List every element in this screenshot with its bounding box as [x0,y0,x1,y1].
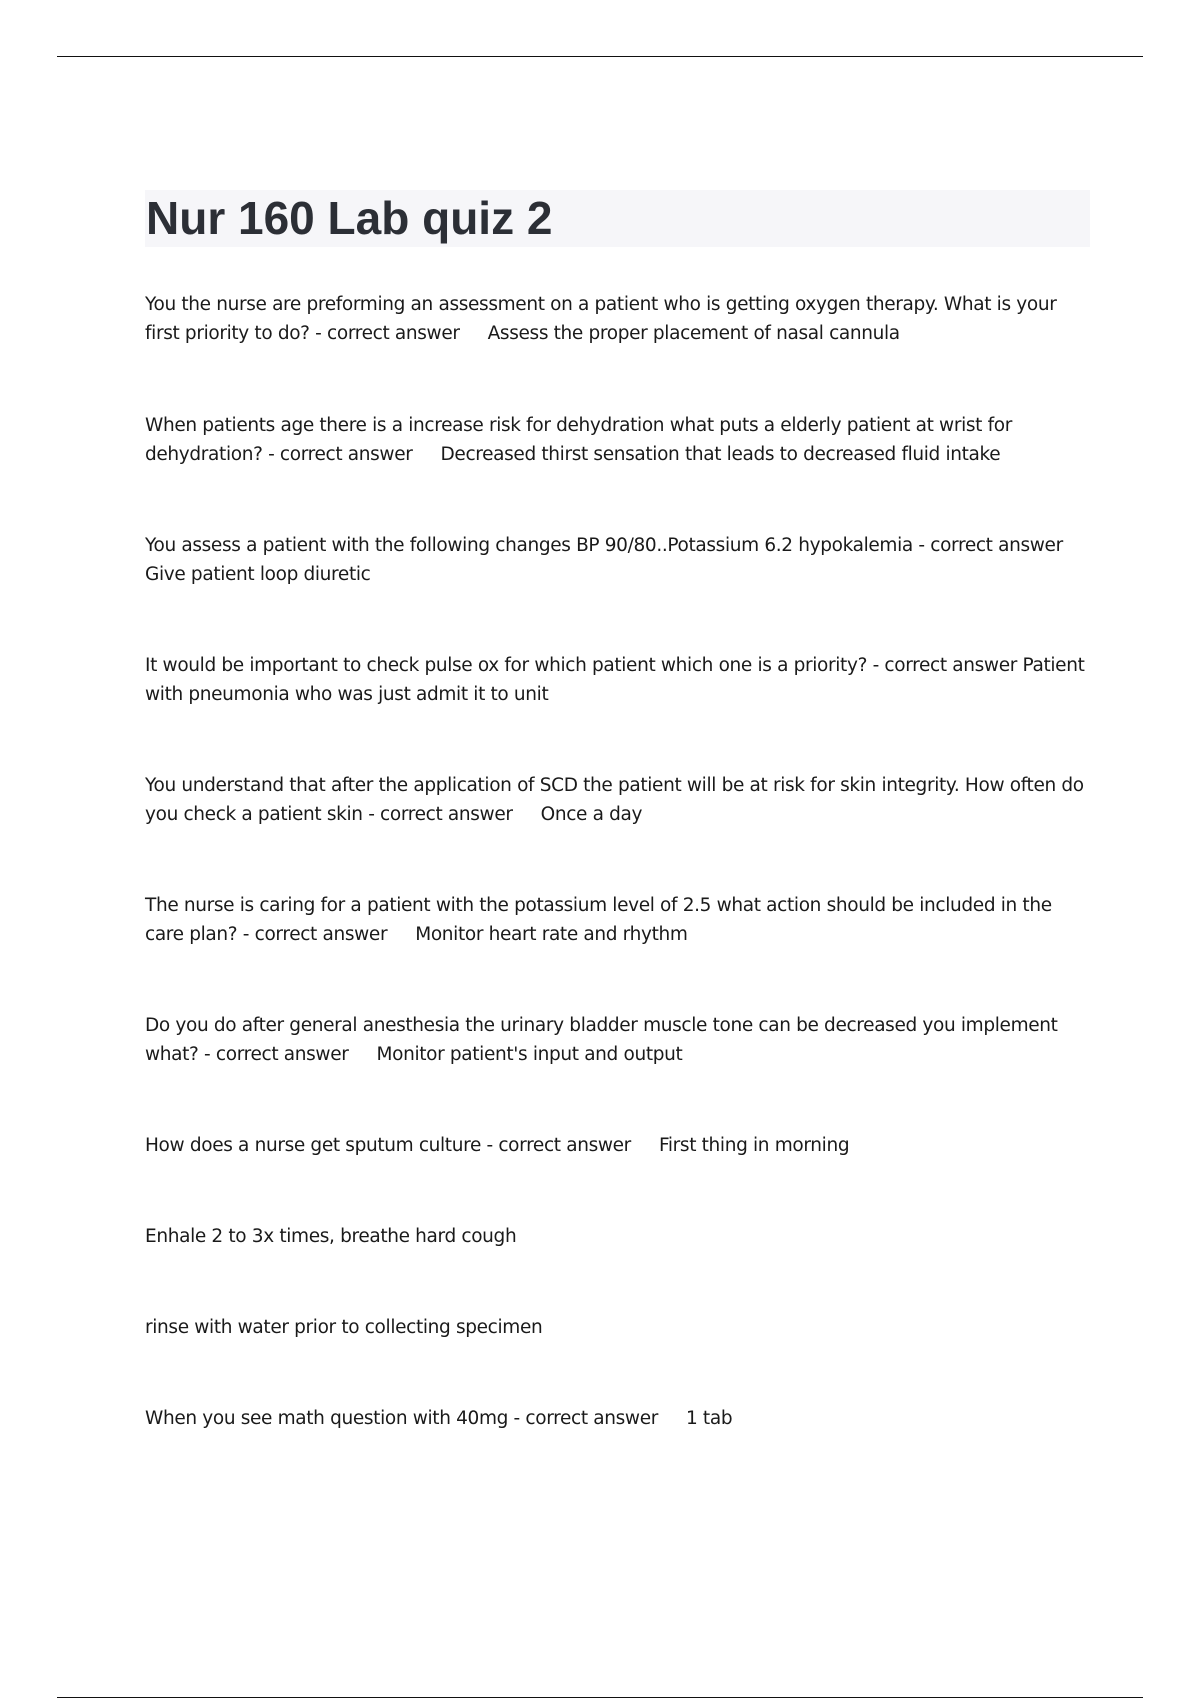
qa-item [145,1313,1090,1342]
question-text: When you see math question with 40mg - correct answer [145,1408,658,1429]
qa-item [145,411,1090,469]
answer-text: Assess the proper placement of nasal cannula [487,323,900,344]
qa-item [145,1131,1090,1160]
footer-rule [57,1697,1143,1698]
note-text: Enhale 2 to 3x times, breathe hard cough [145,1226,517,1247]
answer-text: Decreased thirst sensation that leads to decreased fluid intake [440,444,1001,465]
qa-item [145,891,1090,949]
question-text: You understand that after the application of SCD the patient will be at risk for skin integrity. How often do you check a patient skin - correct answer [145,775,1084,825]
qa-item [145,531,1090,589]
question-text: You assess a patient with the following changes BP 90/80..Potassium 6.2 hypokalemia - correct answer [145,535,1063,556]
question-text: It would be important to check pulse ox for which patient which one is a priority? - correct answer [145,655,1017,676]
qa-item [145,1404,1090,1433]
qa-item [145,771,1090,829]
question-text: The nurse is caring for a patient with the potassium level of 2.5 what action should be included in the care plan? - correct answer [145,895,1052,945]
question-text: Do you do after general anesthesia the urinary bladder muscle tone can be decreased you implement what? - correct answer [145,1015,1058,1065]
qa-item [145,651,1090,709]
question-text: How does a nurse get sputum culture - correct answer [145,1135,631,1156]
qa-item [145,1011,1090,1069]
header-rule [57,56,1143,57]
answer-text: Once a day [540,804,643,825]
answer-text: Give patient loop diuretic [145,564,371,585]
note-text: rinse with water prior to collecting specimen [145,1317,543,1338]
answer-text: Monitor heart rate and rhythm [415,924,688,945]
qa-item [145,290,1090,348]
question-text: When patients age there is a increase risk for dehydration what puts a elderly patient at wrist for dehydration? - correct answer [145,415,1012,465]
page-title: Nur 160 Lab quiz 2 [146,192,553,244]
qa-item [145,1222,1090,1251]
answer-text: Patient with pneumonia who was just admit it to unit [145,655,1085,705]
answer-text: 1 tab [685,1408,733,1429]
answer-text: First thing in morning [658,1135,850,1156]
answer-text: Monitor patient's input and output [376,1044,683,1065]
question-text: You the nurse are preforming an assessment on a patient who is getting oxygen therapy. What is your first priority to do? - correct answer [145,294,1057,344]
